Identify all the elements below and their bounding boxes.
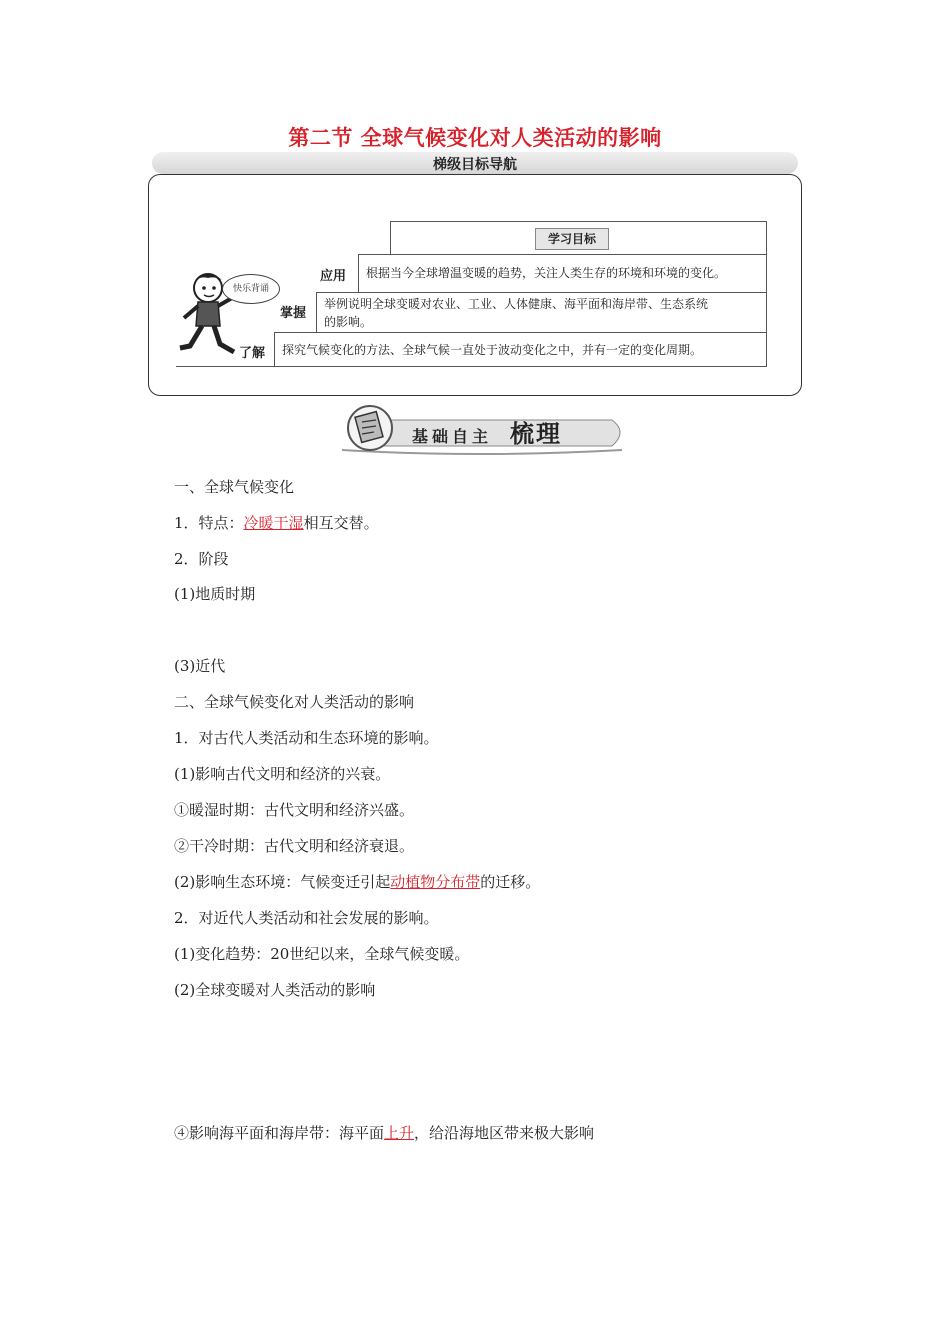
page-title: 第二节 全球气候变化对人类活动的影响 <box>288 126 662 150</box>
section-heading-2: 二、全球气候变化对人类活动的影响 <box>174 693 415 711</box>
level-understand: 了解 <box>239 346 266 361</box>
content-line: 2．对近代人类活动和社会发展的影响。 <box>174 909 439 927</box>
content-line: (1)变化趋势：20世纪以来，全球气候变暖。 <box>174 945 470 963</box>
content-line: (1)影响古代文明和经济的兴衰。 <box>174 765 391 783</box>
content-line <box>174 871 540 892</box>
nav-heading: 梯级目标导航 <box>433 157 517 173</box>
content-line: (3)近代 <box>174 657 226 675</box>
answer-blank: 冷暖干湿 <box>243 514 304 532</box>
goal-understand-text: 探究气候变化的方法、全球气候一直处于波动变化之中，并有一定的变化周期。 <box>282 343 703 357</box>
content-line: 2．阶段 <box>174 550 229 568</box>
level-master: 掌握 <box>280 306 307 321</box>
table-line <box>316 292 317 332</box>
table-line <box>358 254 767 255</box>
speech-bubble: 快乐背诵 <box>222 274 280 304</box>
content-line: 1．对古代人类活动和生态环境的影响。 <box>174 729 439 747</box>
table-line <box>316 292 767 293</box>
goals-header: 学习目标 <box>535 228 609 250</box>
table-line <box>176 366 767 367</box>
table-line <box>274 332 275 367</box>
content-line: (1)地质时期 <box>174 585 256 603</box>
table-line <box>390 221 767 222</box>
answer-blank: 上升 <box>384 1124 415 1142</box>
content-text: 1．特点： <box>174 514 244 532</box>
content-line: ①暖湿时期：古代文明和经济兴盛。 <box>174 801 415 819</box>
table-line <box>766 221 767 367</box>
goal-apply-text: 根据当今全球增温变暖的趋势，关注人类生存的环境和环境的变化。 <box>366 266 727 280</box>
content-text: ④影响海平面和海岸带：海平面 <box>174 1124 385 1142</box>
content-line: ②干冷时期：古代文明和经济衰退。 <box>174 837 415 855</box>
content-line <box>174 512 379 533</box>
content-line <box>174 1122 594 1143</box>
table-line <box>358 254 359 292</box>
answer-blank: 动植物分布带 <box>390 873 481 891</box>
level-apply: 应用 <box>320 269 347 284</box>
content-line: (2)全球变暖对人类活动的影响 <box>174 981 376 999</box>
content-text: ，给沿海地区带来极大影响 <box>414 1124 595 1142</box>
goal-master-text-1: 举例说明全球变暖对农业、工业、人体健康、海平面和海岸带、生态系统 <box>324 297 709 311</box>
section-heading-1: 一、全球气候变化 <box>174 478 295 496</box>
content-text: 相互交替。 <box>303 514 379 532</box>
banner-text-basic: 基础自主 <box>412 427 493 446</box>
table-line <box>390 221 391 254</box>
section-nav-bar <box>152 152 798 174</box>
content-text: (2)影响生态环境：气候变迁引起 <box>174 873 391 891</box>
table-line <box>274 332 767 333</box>
content-text: 的迁移。 <box>480 873 541 891</box>
goal-master-text-2: 的影响。 <box>324 315 373 329</box>
banner-text-review: 梳理 <box>510 420 562 448</box>
